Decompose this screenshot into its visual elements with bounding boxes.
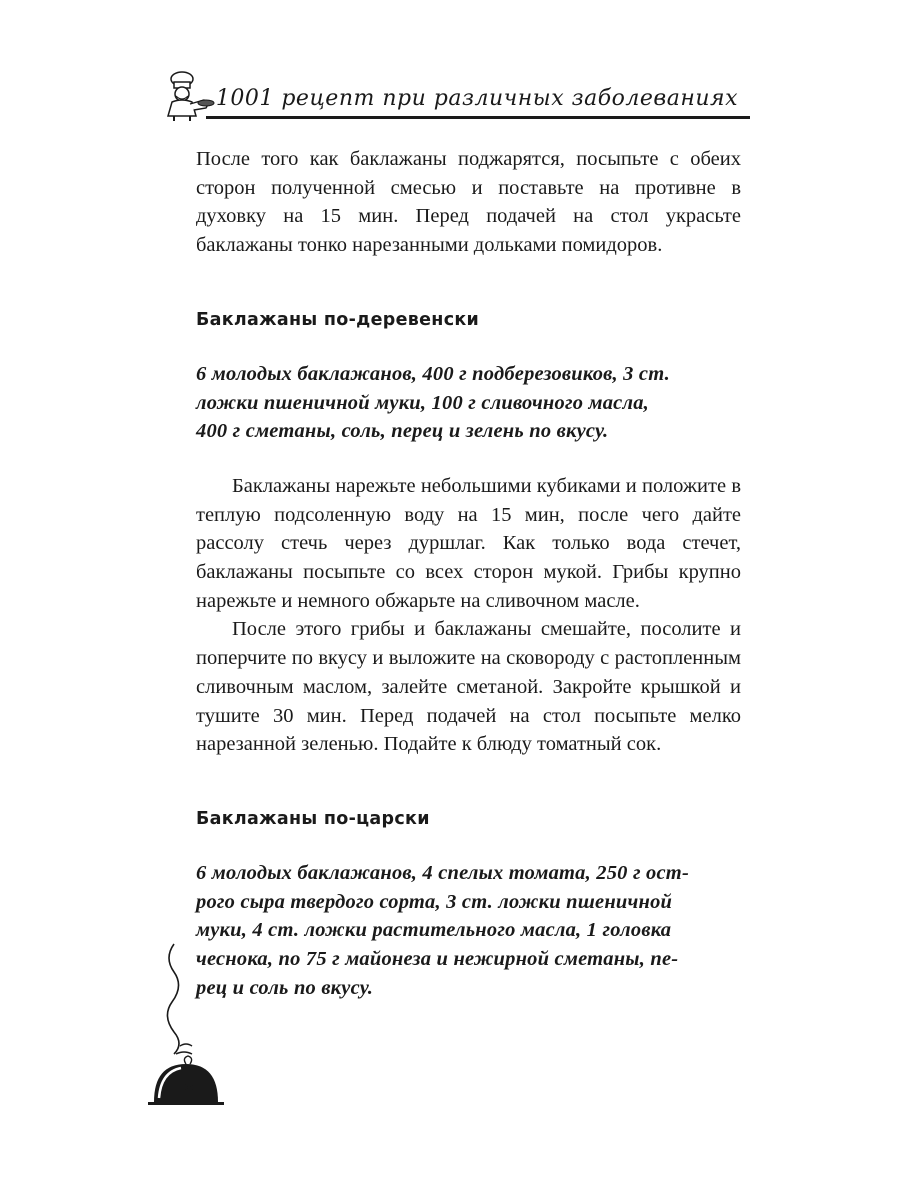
- ingredients-line: чеснока, по 75 г майонеза и нежирной сметаны, пе-: [196, 948, 679, 971]
- header-title: 1001 рецепт при различных заболеваниях: [215, 86, 738, 111]
- page-number: 8: [183, 1077, 195, 1095]
- ingredients-line: 400 г сметаны, соль, перец и зелень по вкусу.: [196, 420, 609, 443]
- page-body: [196, 145, 741, 1028]
- recipe-title: Баклажаны по-деревенски: [196, 309, 480, 330]
- recipe-paragraph: После этого грибы и баклажаны смешайте, посолите и поперчите по вкусу и выложите на сковороду с растопленным сливочным маслом, залейте сметаной. Закройте крышкой и тушите 30 мин. Перед подачей на стол посыпьте мелко нарезанной зеленью. Подайте к блюду томатный сок.: [196, 618, 741, 756]
- recipe-title: Баклажаны по-царски: [196, 808, 430, 829]
- ingredients-line: рого сыра твердого сорта, 3 ст. ложки пшеничной: [196, 890, 673, 913]
- ingredients-list: [196, 360, 741, 446]
- ingredients-line: 6 молодых баклажанов, 400 г подберезовиков, 3 ст.: [196, 362, 670, 385]
- running-header: [160, 62, 750, 122]
- page-footer: [146, 940, 228, 1110]
- ingredients-line: 6 молодых баклажанов, 4 спелых томата, 250 г ост-: [196, 861, 689, 884]
- ingredients-line: муки, 4 ст. ложки растительного масла, 1 головка: [196, 919, 672, 942]
- header-rule: [206, 116, 750, 119]
- recipe-paragraph: Баклажаны нарежьте небольшими кубиками и положите в теплую подсоленную воду на 15 мин, после чего дайте рассолу стечь через дуршлаг. Как только вода стечет, баклажаны посыпьте со всех сторон мукой. Грибы крупно нарежьте и немного обжарьте на сливочном масле.: [196, 474, 741, 612]
- ingredients-line: ложки пшеничной муки, 100 г сливочного масла,: [196, 391, 649, 414]
- ingredients-list: [196, 859, 741, 1003]
- chef-icon: [160, 70, 218, 122]
- ingredients-line: рец и соль по вкусу.: [196, 976, 374, 999]
- intro-paragraph: После того как баклажаны поджарятся, посыпьте с обеих сторон полученной смесью и поставьте на противне в духовку на 15 мин. Перед подачей на стол украсьте баклажаны тонко нарезанными дольками помидоров.: [196, 148, 741, 257]
